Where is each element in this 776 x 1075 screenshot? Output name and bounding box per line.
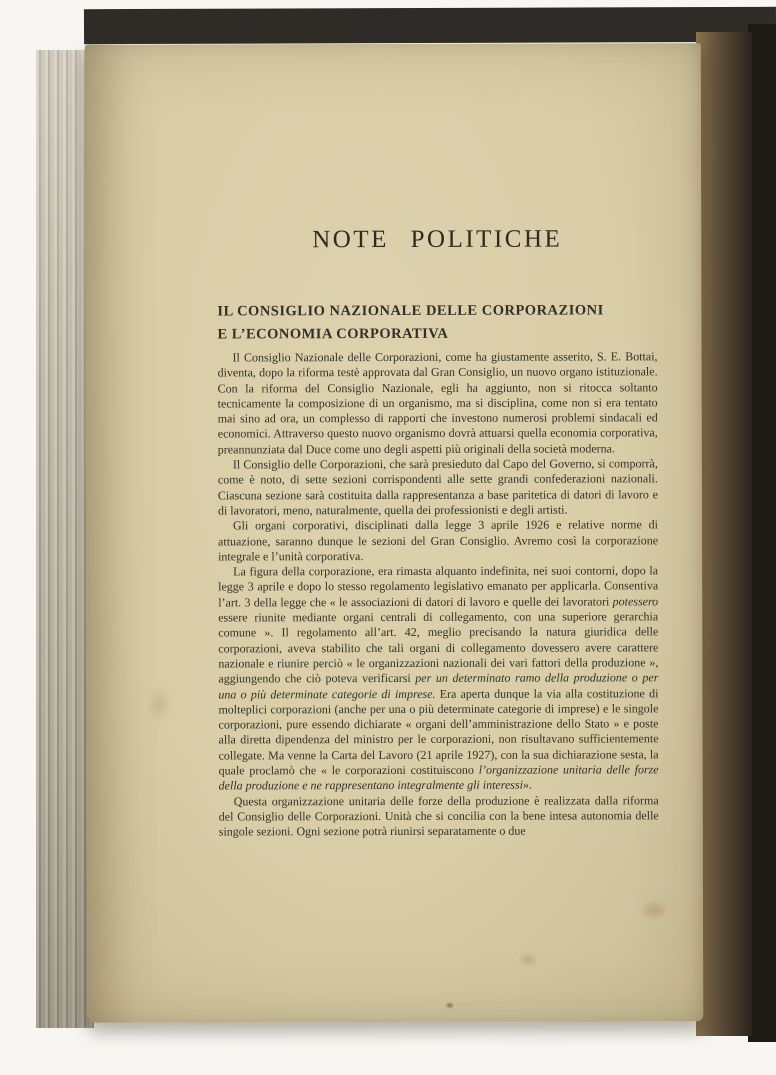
paragraph [219, 793, 659, 840]
paragraph [218, 456, 658, 518]
book-page [85, 43, 704, 1023]
scan-dark-band-right [748, 24, 776, 1042]
paper-stain [517, 952, 539, 968]
italic-text-run: potessero [612, 594, 659, 609]
text-run: La figura della corporazione, era rimasta alquanto indefinita, nei suoi contorni, dopo la legge 3 aprile e dopo lo stesso regolamento legislativo emanato per applicarla. Consentiva l’art. 3 della legge che « le associazioni di datori di lavoro e quelle dei lavoratori [218, 563, 659, 610]
text-run: Questa organizzazione unitaria delle forze della produzione è realizzata dalla riforma del Consiglio delle Corporazioni. Unità che si concilia con la bene intesa autonomia delle singole sezioni. Ogni sezione potrà riunirsi separatamente o due [218, 792, 659, 839]
paragraph [218, 518, 658, 565]
section-heading-line2: E L’ECONOMIA CORPORATIVA [217, 325, 449, 343]
italic-text-run: l’organizzazione unitaria delle forze della produzione e ne rappresentano integralmente gli interessi [218, 762, 659, 793]
body-text [218, 349, 659, 840]
book-cover-edge-right [696, 32, 752, 1036]
paper-speck [445, 1002, 454, 1009]
scan-dark-band-top [84, 7, 776, 44]
section-heading-line1: IL CONSIGLIO NAZIONALE DELLE CORPORAZIONI [217, 302, 604, 320]
paragraph [218, 563, 659, 794]
italic-text-run: per un determinato ramo della produzione o per una o più determinate categorie di imprese. [218, 670, 659, 701]
text-run: Il Consiglio Nazionale delle Corporazioni, come ha giustamente asserito, S. E. Bottai, diventa, dopo la riforma testè approvata dal Gran Consiglio, un nuovo organo istituzionale. Con la riforma del Consiglio Nazionale, egli ha aggiunto, non si ritocca soltanto tecnicamente la composizione di un organismo, ma si disciplina, come non si era tentato mai sino ad ora, un complesso di rapporti che investono numerosi problemi sindacali ed economici. Attraverso questo nuovo organismo dovrà attuarsi quella economia corporativa, preannunziata dal Duce come uno degli aspetti più originali della società moderna. [217, 349, 658, 457]
paper-stain [639, 899, 669, 921]
text-run: ». [522, 777, 532, 792]
text-run: Il Consiglio delle Corporazioni, che sarà presieduto dal Capo del Governo, si comporrà, come è noto, di sette sezioni corrispondenti alle sette grandi confederazioni nazionali. Ciascuna sezione sarà costituita dalla rappresentanza a base paritetica di datori di lavoro e di lavoratori, meno, naturalmente, quella dei professionisti e degli artisti. [217, 456, 658, 518]
text-run: essere riunite mediante organi centrali di collegamento, con una superiore gerarchia comune ». Il regolamento all’art. 42, meglio precisando la natura giuridica delle corporazioni, aveva stabilito che tali organi di collegamento dovessero avere carattere nazionale e riunire perciò « le organizzazioni nazionali dei vari fattori della produzione », aggiungendo che ciò poteva verificarsi [218, 609, 659, 686]
paragraph [218, 349, 658, 457]
page-title: NOTE POLITICHE [312, 225, 563, 254]
section-heading [217, 299, 657, 346]
text-run: Era aperta dunque la via alla costituzione di molteplici corporazioni (anche per una o più determinate categorie di imprese) e le singole corporazioni, pure essendo dichiarate « organi dell’amministrazione dello Stato » e poste alla diretta dipendenza del ministro per le corporazioni, non risultavano sufficientemente collegate. Ma venne la Carta del Lavoro (21 aprile 1927), con la sua dichiarazione sesta, la quale proclamò che « le corporazioni costituiscono [218, 685, 659, 778]
text-run: Gli organi corporativi, disciplinati dalla legge 3 aprile 1926 e relative norme di attuazione, saranno dunque le sezioni del Gran Consiglio. Avremo così la corporazione integrale e l’unità corporativa. [218, 517, 659, 564]
paper-stain [146, 685, 172, 725]
